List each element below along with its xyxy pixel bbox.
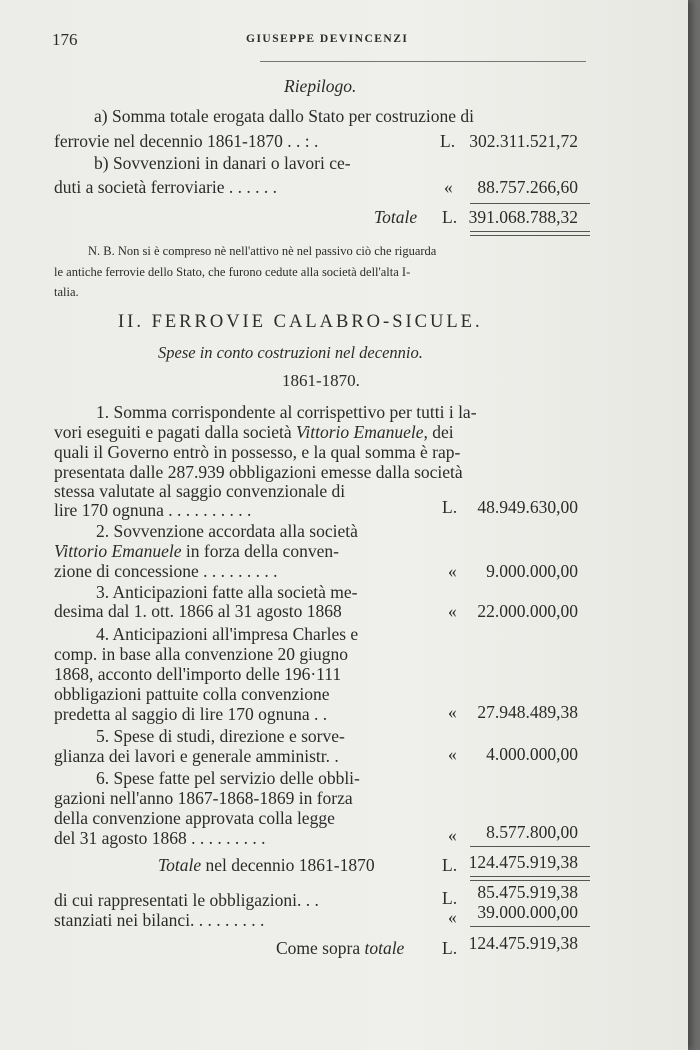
item1-line5: stessa valutate al saggio convenzionale di bbox=[54, 481, 346, 501]
bilanci-amount: 39.000.000,00 bbox=[477, 902, 578, 922]
item6-line4: del 31 agosto 1868 . . . . . . . . . bbox=[54, 828, 266, 848]
section-subheading: Spese in conto costruzioni nel decennio. bbox=[158, 343, 423, 362]
item5-line1: 5. Spese di studi, direzione e sorve- bbox=[96, 726, 345, 746]
riepilogo-title: Riepilogo. bbox=[284, 76, 357, 96]
note-line2: le antiche ferrovie dello Stato, che furono cedute alla società dell'alta I- bbox=[54, 265, 411, 279]
riepilogo-b-currency: « bbox=[444, 177, 453, 197]
item1-line2: vori eseguiti e pagati dalla società Vittorio Emanuele, dei bbox=[54, 422, 454, 442]
item6-line1: 6. Spese fatte pel servizio delle obbli- bbox=[96, 768, 360, 788]
item2-currency: « bbox=[448, 561, 457, 581]
riepilogo-a-currency: L. bbox=[440, 131, 456, 151]
note-line3: talia. bbox=[54, 285, 79, 299]
decade-total-currency: L. bbox=[442, 855, 458, 875]
riepilogo-a-amount: 302.311.521,72 bbox=[469, 131, 578, 151]
item4-line1: 4. Anticipazioni all'impresa Charles e bbox=[96, 624, 359, 644]
come-sopra-amount: 124.475.919,38 bbox=[468, 933, 578, 953]
item1-line4: presentata dalle 287.939 obbligazioni emesse dalla società bbox=[54, 462, 463, 482]
section-years: 1861-1870. bbox=[282, 371, 360, 390]
total-double-rule-1 bbox=[470, 231, 590, 232]
items-sum-rule bbox=[470, 846, 590, 847]
bilanci-currency: « bbox=[448, 907, 457, 927]
final-sum-rule bbox=[470, 926, 590, 927]
item4-line5: predetta al saggio di lire 170 ognuna . . bbox=[54, 704, 328, 724]
item5-currency: « bbox=[448, 744, 457, 764]
decade-total-label: Totale nel decennio 1861-1870 bbox=[158, 855, 375, 875]
item3-currency: « bbox=[448, 601, 457, 621]
item3-amount: 22.000.000,00 bbox=[477, 601, 578, 621]
item6-currency: « bbox=[448, 825, 457, 845]
section-heading: II. FERROVIE CALABRO-SICULE. bbox=[118, 312, 483, 332]
item5-amount: 4.000.000,00 bbox=[486, 744, 578, 764]
note-line1: N. B. Non si è compreso nè nell'attivo nè nel passivo ciò che riguarda bbox=[88, 244, 437, 258]
item4-line3: 1868, acconto dell'importo delle 196·111 bbox=[54, 664, 342, 684]
item6-line2: gazioni nell'anno 1867-1868-1869 in forza bbox=[54, 788, 353, 808]
item2-line2: Vittorio Emanuele in forza della conven- bbox=[54, 541, 339, 561]
obbligazioni-amount: 85.475.919,38 bbox=[477, 882, 578, 902]
item4-line2: comp. in base alla convenzione 20 giugno bbox=[54, 644, 349, 664]
item3-line2: desima dal 1. ott. 1866 al 31 agosto 1868 bbox=[54, 601, 342, 621]
item4-currency: « bbox=[448, 702, 457, 722]
decade-total-double-rule-1 bbox=[470, 876, 590, 877]
riepilogo-a-line2: ferrovie nel decennio 1861-1870 . . : . bbox=[54, 131, 319, 151]
item1-currency: L. bbox=[442, 497, 458, 517]
riepilogo-total-currency: L. bbox=[442, 207, 458, 227]
riepilogo-sum-rule bbox=[470, 203, 590, 204]
item2-amount: 9.000.000,00 bbox=[486, 561, 578, 581]
item6-line3: della convenzione approvata colla legge bbox=[54, 808, 335, 828]
riepilogo-b-amount: 88.757.266,60 bbox=[477, 177, 578, 197]
header-rule bbox=[260, 61, 586, 62]
decade-total-amount: 124.475.919,38 bbox=[468, 852, 578, 872]
riepilogo-b-line1: b) Sovvenzioni in danari o lavori ce- bbox=[94, 153, 351, 173]
item2-line1: 2. Sovvenzione accordata alla società bbox=[96, 521, 358, 541]
riepilogo-a-line1: a) Somma totale erogata dallo Stato per costruzione di bbox=[94, 106, 475, 126]
item4-amount: 27.948.489,38 bbox=[477, 702, 578, 722]
decade-total-double-rule-2 bbox=[470, 880, 590, 881]
riepilogo-total-label: Totale bbox=[374, 207, 418, 227]
riepilogo-b-line2: duti a società ferroviarie . . . . . . bbox=[54, 177, 278, 197]
item4-line4: obbligazioni pattuite colla convenzione bbox=[54, 684, 330, 704]
item1-line6: lire 170 ognuna . . . . . . . . . . bbox=[54, 500, 252, 520]
running-head: GIUSEPPE DEVINCENZI bbox=[246, 33, 409, 45]
page-number: 176 bbox=[52, 30, 78, 49]
item6-amount: 8.577.800,00 bbox=[486, 822, 578, 842]
come-sopra-currency: L. bbox=[442, 938, 458, 958]
item2-line3: zione di concessione . . . . . . . . . bbox=[54, 561, 278, 581]
item3-line1: 3. Anticipazioni fatte alla società me- bbox=[96, 582, 358, 602]
obbligazioni-currency: L. bbox=[442, 888, 458, 908]
total-double-rule-2 bbox=[470, 235, 590, 236]
bilanci-label: stanziati nei bilanci. . . . . . . . . bbox=[54, 910, 265, 930]
item5-line2: glianza dei lavori e generale amministr. . bbox=[54, 746, 339, 766]
item1-line1: 1. Somma corrispondente al corrispettivo per tutti i la- bbox=[96, 402, 477, 422]
obbligazioni-label: di cui rappresentati le obbligazioni. . . bbox=[54, 890, 319, 910]
come-sopra-label: Come sopra totale bbox=[276, 938, 405, 958]
item1-line3: quali il Governo entrò in possesso, e la qual somma è rap- bbox=[54, 442, 461, 462]
item1-amount: 48.949.630,00 bbox=[477, 497, 578, 517]
riepilogo-total-amount: 391.068.788,32 bbox=[468, 207, 578, 227]
